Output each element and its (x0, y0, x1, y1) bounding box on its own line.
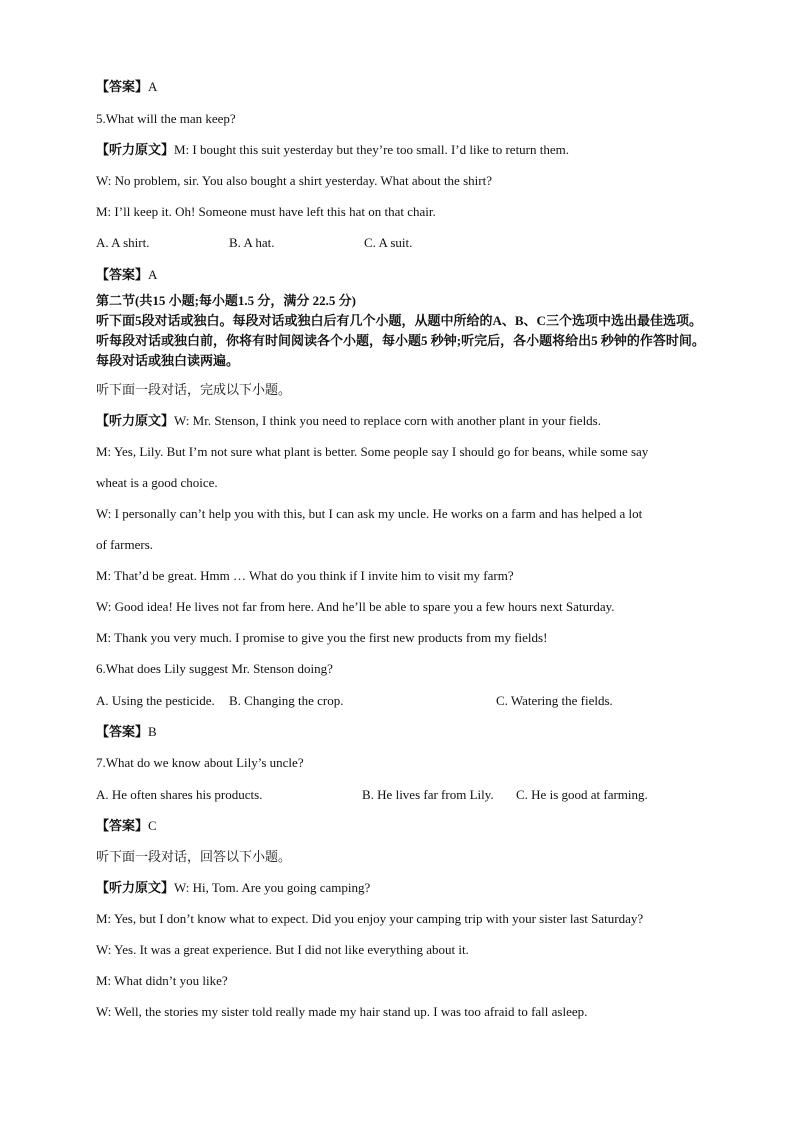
answer-line-q5 (96, 266, 157, 284)
transcript-text: M: I bought this suit yesterday but they’re too small. I’d like to return them. (174, 142, 569, 157)
q6-option-b: B. Changing the crop. (229, 693, 344, 708)
section-2-instructions: 听下面5段对话或独白。每段对话或独白后有几个小题，从题中所给的A、B、C三个选项中选出最佳选项。听每段对话或独白前，你将有时间阅读各个小题，每小题5 秒钟;听完后，各小题将给出5 秒钟的作答时间。每段对话或独白读两遍。 (96, 313, 705, 368)
q5-option-a: A. A shirt. (96, 235, 150, 250)
transcript-d2-line-2: M: Yes, but I don’t know what to expect. Did you enjoy your camping trip with your sister last Saturday? (96, 911, 644, 926)
q5-option-c: C. A suit. (364, 235, 413, 250)
answer-tag: 【答案】 (96, 267, 149, 282)
transcript-d1-line-2b: wheat is a good choice. (96, 475, 218, 490)
transcript-text: W: Mr. Stenson, I think you need to replace corn with another plant in your fields. (174, 413, 601, 428)
transcript-d2-line-1 (96, 879, 370, 897)
q7-option-b: B. He lives far from Lily. (362, 787, 494, 802)
transcript-d1-line-4: M: That’d be great. Hmm … What do you think if I invite him to visit my farm? (96, 568, 514, 583)
transcript-tag: 【听力原文】 (96, 142, 175, 157)
question-6: 6.What does Lily suggest Mr. Stenson doing? (96, 661, 333, 676)
transcript-tag: 【听力原文】 (96, 413, 175, 428)
q7-option-a: A. He often shares his products. (96, 787, 263, 802)
answer-value: A (148, 267, 158, 282)
dialog-2-intro: 听下面一段对话，回答以下小题。 (96, 849, 292, 864)
transcript-d2-line-4: M: What didn’t you like? (96, 973, 228, 988)
transcript-d1-line-6: M: Thank you very much. I promise to give you the first new products from my fields! (96, 630, 548, 645)
answer-value: B (148, 724, 157, 739)
transcript-q5-line-3: M: I’ll keep it. Oh! Someone must have left this hat on that chair. (96, 204, 436, 219)
question-5: 5.What will the man keep? (96, 111, 236, 126)
q5-option-b: B. A hat. (229, 235, 275, 250)
transcript-q5-line-1 (96, 141, 569, 159)
transcript-d1-line-3b: of farmers. (96, 537, 154, 552)
transcript-d1-line-3a: W: I personally can’t help you with this, but I can ask my uncle. He works on a farm and has helped a lot (96, 506, 643, 521)
q7-option-c: C. He is good at farming. (516, 787, 648, 802)
transcript-d1-line-5: W: Good idea! He lives not far from here. And he’ll be able to spare you a few hours next Saturday. (96, 599, 615, 614)
transcript-d1-line-2a: M: Yes, Lily. But I’m not sure what plant is better. Some people say I should go for beans, while some say (96, 444, 649, 459)
q6-option-c: C. Watering the fields. (496, 693, 613, 708)
transcript-d2-line-5: W: Well, the stories my sister told really made my hair stand up. I was too afraid to fall asleep. (96, 1004, 588, 1019)
answer-tag: 【答案】 (96, 79, 149, 94)
q6-option-a: A. Using the pesticide. (96, 693, 215, 708)
answer-line-q4 (96, 78, 157, 96)
transcript-d2-line-3: W: Yes. It was a great experience. But I did not like everything about it. (96, 942, 469, 957)
answer-line-q6 (96, 723, 157, 741)
answer-tag: 【答案】 (96, 724, 149, 739)
transcript-text: W: Hi, Tom. Are you going camping? (174, 880, 371, 895)
transcript-d1-line-1 (96, 412, 601, 430)
answer-tag: 【答案】 (96, 818, 149, 833)
answer-line-q7 (96, 817, 157, 835)
answer-value: C (148, 818, 157, 833)
question-7: 7.What do we know about Lily’s uncle? (96, 755, 304, 770)
transcript-tag: 【听力原文】 (96, 880, 175, 895)
dialog-1-intro: 听下面一段对话，完成以下小题。 (96, 382, 292, 397)
transcript-q5-line-2: W: No problem, sir. You also bought a shirt yesterday. What about the shirt? (96, 173, 492, 188)
answer-value: A (148, 79, 158, 94)
section-2-title: 第二节(共15 小题;每小题1.5 分，满分 22.5 分) (96, 293, 356, 308)
